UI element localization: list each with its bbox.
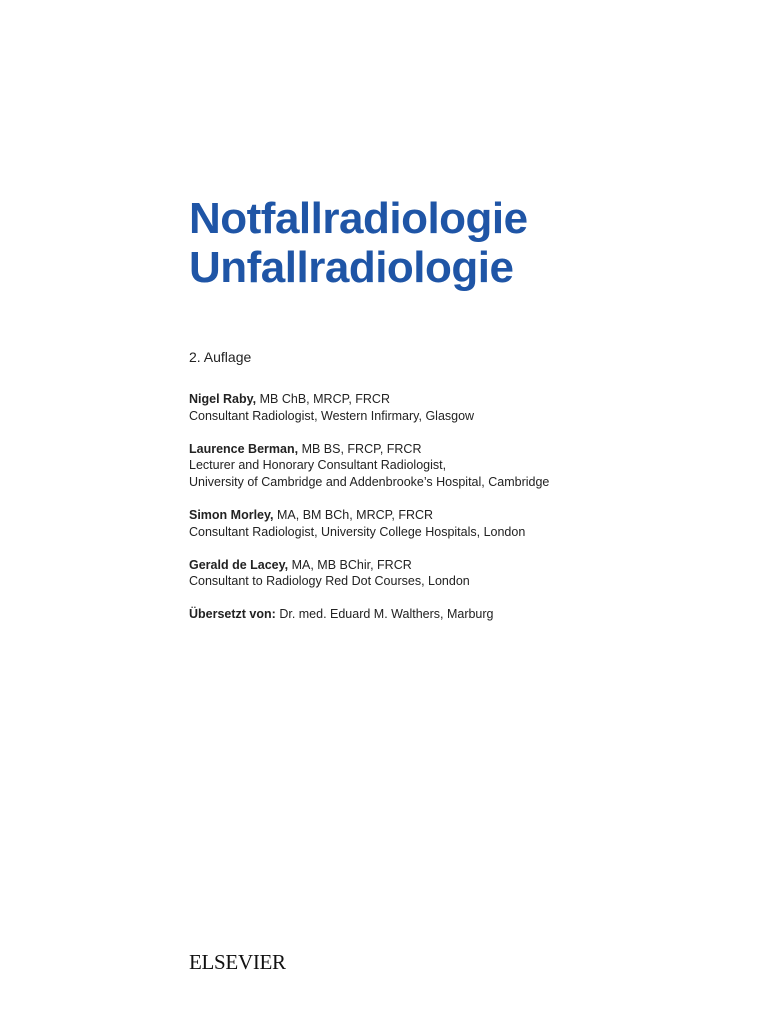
- author-entry: [189, 557, 729, 591]
- author-name-line: [189, 557, 729, 574]
- title-line-2: Unfallradiologie: [189, 243, 514, 292]
- author-entry: [189, 507, 729, 541]
- author-name-line: [189, 507, 729, 524]
- author-name: Gerald de Lacey,: [189, 557, 289, 572]
- author-affiliation: Consultant Radiologist, University College Hospitals, London: [189, 524, 526, 539]
- author-list: [189, 391, 729, 623]
- author-credentials: MB ChB, MRCP, FRCR: [259, 392, 390, 406]
- author-affiliation: University of Cambridge and Addenbrooke’s Hospital, Cambridge: [189, 475, 550, 490]
- publisher-logo: ELSEVIER: [189, 950, 286, 974]
- author-credentials: MB BS, FRCP, FRCR: [301, 441, 422, 456]
- author-name: Nigel Raby,: [189, 392, 257, 406]
- translator-name: Dr. med. Eduard M. Walthers, Marburg: [279, 607, 494, 622]
- edition-label: 2. Auflage: [189, 349, 252, 365]
- author-affiliation: Lecturer and Honorary Consultant Radiologist,: [189, 458, 447, 473]
- author-entry: [189, 391, 729, 425]
- translator-line: [189, 606, 729, 623]
- translator-label: Übersetzt von:: [189, 607, 276, 622]
- author-credentials: MA, BM BCh, MRCP, FRCR: [277, 507, 434, 522]
- author-credentials: MA, MB BChir, FRCR: [291, 557, 412, 572]
- book-title: [189, 194, 709, 292]
- author-affiliation: Consultant to Radiology Red Dot Courses, London: [189, 574, 470, 589]
- author-entry: [189, 441, 729, 491]
- title-line-1: Notfallradiologie: [189, 194, 528, 243]
- author-affiliation: Consultant Radiologist, Western Infirmary, Glasgow: [189, 408, 475, 423]
- author-name-line: [189, 441, 729, 458]
- author-name: Simon Morley,: [189, 507, 274, 522]
- author-name: Laurence Berman,: [189, 441, 299, 456]
- author-name-line: [189, 391, 729, 408]
